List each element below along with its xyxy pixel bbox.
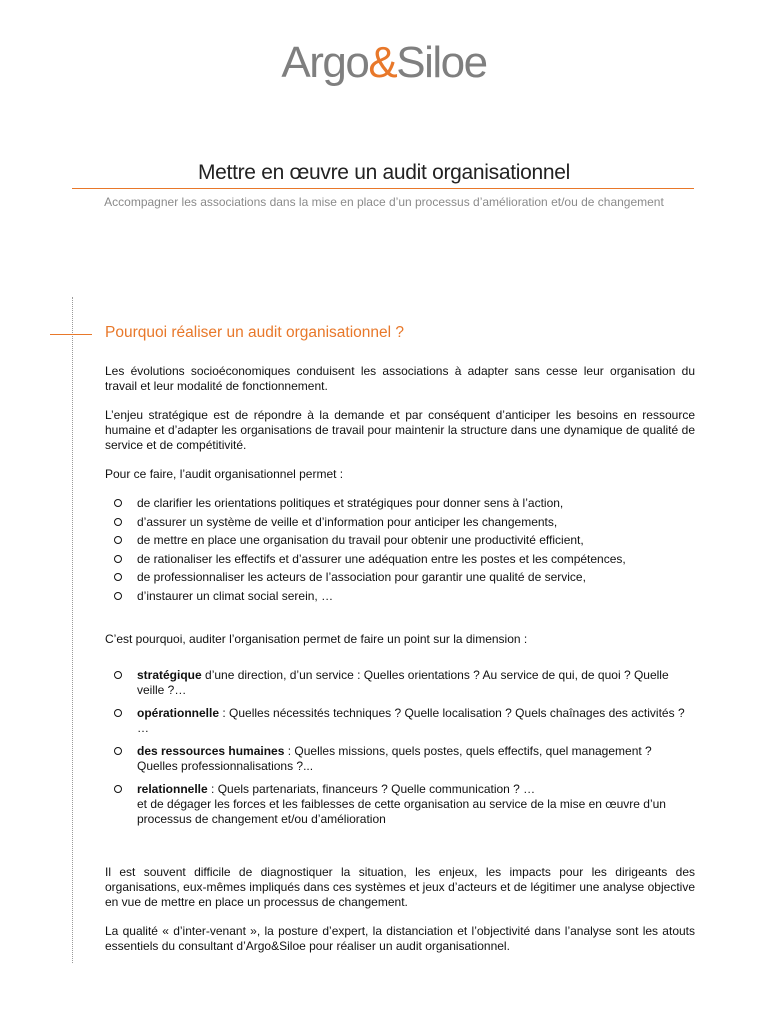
circle-bullet-icon: [114, 671, 122, 679]
paragraph-dimensions-intro: C’est pourquoi, auditer l’organisation permet de faire un point sur la dimension :: [105, 632, 528, 646]
circle-bullet-icon: [114, 747, 122, 755]
paragraph-stakes: L’enjeu stratégique est de répondre à la demande et par conséquent d’anticiper les besoins en ressource humaine et d’adapter les organisations de travail pour maintenir la structure dans une dynamique de qualité de service et de compétitivité.: [105, 408, 695, 452]
dimension-term: des ressources humaines: [137, 744, 285, 758]
dimensions-list: [105, 668, 695, 827]
dimension-term: relationnelle: [137, 782, 208, 796]
paragraph-context: Les évolutions socioéconomiques conduisent les associations à adapter sans cesse leur organisation du travail et leur modalité de fonctionnement.: [105, 364, 695, 393]
list-item: de rationaliser les effectifs et d’assurer une adéquation entre les postes et les compétences,: [105, 552, 695, 571]
margin-dotted-line: [72, 297, 73, 963]
circle-bullet-icon: [114, 785, 122, 793]
circle-bullet-icon: [114, 499, 122, 507]
benefits-list: [105, 496, 695, 607]
dimension-conclusion: et de dégager les forces et les faiblesses de cette organisation au service de la mise en œuvre d’un processus de changement et/ou d’amélioration: [137, 797, 666, 826]
title-divider: [72, 188, 694, 189]
list-item: d’assurer un système de veille et d’information pour anticiper les changements,: [105, 515, 695, 534]
dimension-term: stratégique: [137, 668, 202, 682]
logo-ampersand: &: [368, 38, 397, 87]
list-item: de mettre en place une organisation du travail pour obtenir une productivité efficient,: [105, 533, 695, 552]
paragraph-intro-list: Pour ce faire, l’audit organisationnel permet :: [105, 467, 344, 481]
list-item: de clarifier les orientations politiques et stratégiques pour donner sens à l’action,: [105, 496, 695, 515]
paragraph-consultant: La qualité « d’inter-venant », la posture d’expert, la distanciation et l’objectivité dans l’analyse sont les atouts essentiels du consultant d’Argo&Siloe pour réaliser un audit organisationnel.: [105, 924, 695, 953]
paragraph-difficulty: Il est souvent difficile de diagnostiquer la situation, les enjeux, les impacts pour les dirigeants des organisations, eux-mêmes impliqués dans ces systèmes et jeux d’acteurs et de légitimer une analyse objective en vue de mettre en place un processus de changement.: [105, 865, 695, 909]
section-marker-line: [50, 334, 92, 335]
list-item: de professionnaliser les acteurs de l’association pour garantir une qualité de service,: [105, 570, 695, 589]
section-body: [105, 364, 695, 954]
logo-part-siloe: Siloe: [396, 38, 487, 87]
circle-bullet-icon: [114, 518, 122, 526]
brand-logo: [0, 38, 768, 88]
circle-bullet-icon: [114, 536, 122, 544]
document-title: Mettre en œuvre un audit organisationnel: [197, 161, 571, 184]
list-item: d’instaurer un climat social serein, …: [105, 589, 695, 608]
circle-bullet-icon: [114, 555, 122, 563]
document-subtitle: Accompagner les associations dans la mise en place d’un processus d’amélioration et/ou de changement: [104, 195, 664, 209]
circle-bullet-icon: [114, 592, 122, 600]
circle-bullet-icon: [114, 709, 122, 717]
logo-part-argo: Argo: [281, 38, 369, 87]
list-item: stratégique d’une direction, d’un service : Quelles orientations ? Au service de qui, de quoi ? Quelle veille ?…: [105, 668, 695, 698]
list-item: des ressources humaines : Quelles missions, quels postes, quels effectifs, quel management ? Quelles professionnalisations ?...: [105, 744, 695, 774]
circle-bullet-icon: [114, 573, 122, 581]
section-title: Pourquoi réaliser un audit organisationnel ?: [105, 324, 405, 341]
list-item: opérationnelle : Quelles nécessités techniques ? Quelle localisation ? Quels chaînages des activités ? …: [105, 706, 695, 736]
list-item: relationnelle : Quels partenariats, financeurs ? Quelle communication ? … et de dégager les forces et les faiblesses de cette organisation au service de la mise en œuvre d’un processus de changement et/ou d’amélioration: [105, 782, 695, 827]
dimension-term: opérationnelle: [137, 706, 220, 720]
